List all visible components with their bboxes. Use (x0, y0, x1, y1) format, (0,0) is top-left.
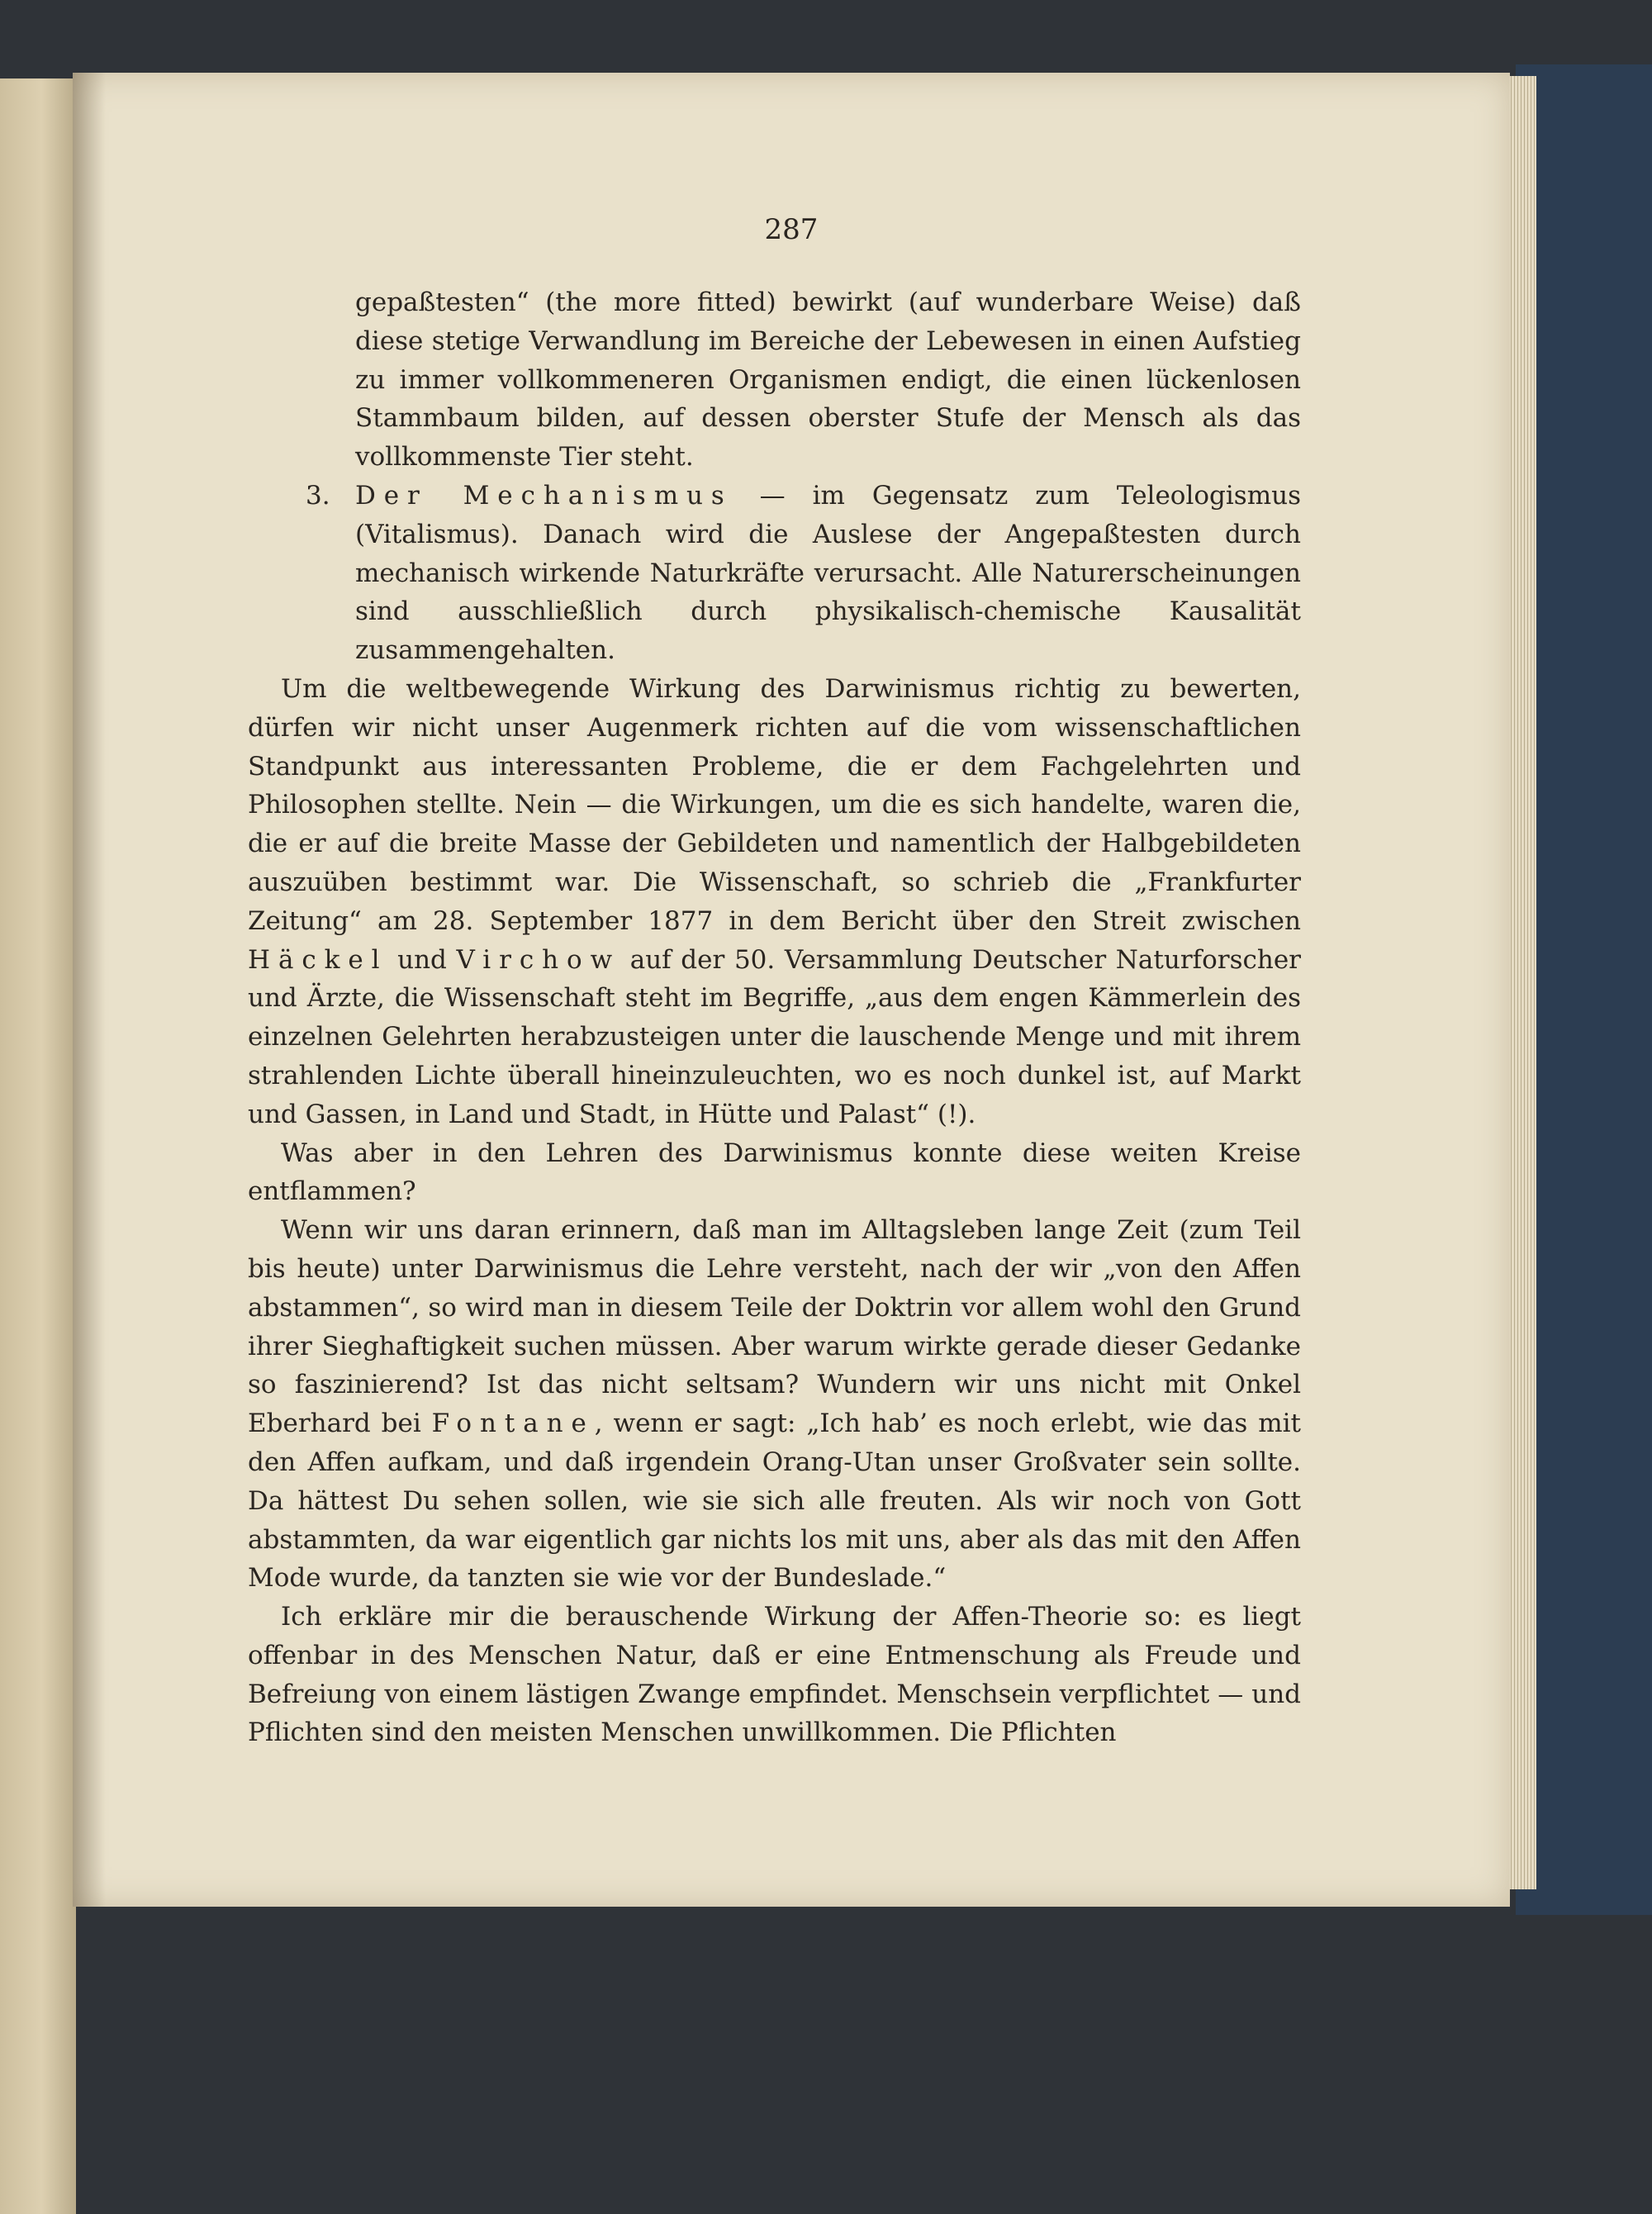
spaced-name-haeckel: Häckel (248, 944, 388, 975)
spaced-name-fontane: Fontane (431, 1409, 595, 1439)
paragraph-text: und (387, 944, 457, 975)
paragraph-text: Wenn wir uns daran erinnern, daß man im Alltagsleben lange Zeit (zum Teil bis heute) unter Darwinismus die Lehre versteht, nach der wir „von den Affen abstammen“, so wird man in diesem Teile der Doktrin vor allem wohl den Grund ihrer Sieghaftigkeit suchen müssen. Aber warum wirkte gerade dieser Gedanke so faszinierend? Ist das nicht seltsam? Wundern wir uns nicht mit Onkel Eberhard bei (248, 1215, 1301, 1439)
paragraph-text: , wenn er sagt: „Ich hab’ es noch erlebt, wie das mit den Affen aufkam, und daß irgendein Orang-Utan unser Großvater sein sollte. Da hättest Du sehen sollen, wie sie sich alle freuten. Als wir noch von Gott abstammten, da war eigentlich gar nichts los mit uns, aber als das mit den Affen Mode wurde, da tanzten sie wie vor der Bundeslade.“ (248, 1409, 1301, 1594)
paragraph-question: Was aber in den Lehren des Darwinismus konnte diese weiten Kreise entflammen? (248, 1138, 1301, 1207)
list-item-3 (248, 477, 1301, 670)
page-number: 287 (764, 213, 819, 246)
book-page (73, 73, 1510, 1907)
page-gutter-shadow (73, 73, 106, 1907)
previous-page-edge (0, 78, 76, 2214)
paragraph-text: auf der 50. Versammlung Deutscher Naturforscher und Ärzte, die Wissenschaft steht im Begriffe, „aus dem engen Kämmerlein des einzelnen Gelehrten herabzusteigen unter die lauschende Menge und mit ihrem strahlenden Lichte überall hineinzuleuchten, wo es noch dunkel ist, auf Markt und Gassen, in Land und Stadt, in Hütte und Palast“ (!). (248, 944, 1301, 1129)
body-text (248, 283, 1301, 1752)
paragraph-affen-theorie: Ich erkläre mir die berauschende Wirkung der Affen-Theorie so: es liegt offenbar in des Menschen Natur, daß er eine Entmenschung als Freude und Befreiung von einem lästigen Zwange empfindet. Menschsein verpflichtet — und Pflichten sind den meisten Menschen unwillkommen. Die Pflichten (248, 1602, 1301, 1748)
list-item-number: 3. (306, 480, 330, 511)
spaced-term: Der Mechanismus (355, 480, 733, 511)
list-item-text: — im Gegensatz zum Teleologismus (Vitalismus). Danach wird die Auslese der Angepaßtesten durch mechanisch wirkende Naturkräfte verursacht. Alle Naturerscheinungen sind ausschließlich durch physikalisch-chemische Kausalität zusammengehalten. (355, 480, 1301, 666)
paragraph-affen (248, 1211, 1301, 1598)
paragraph-text: Um die weltbewegende Wirkung des Darwinismus richtig zu bewerten, dürfen wir nicht unser Augenmerk richten auf die vom wissenschaftlichen Standpunkt aus interessanten Probleme, die er dem Fachgelehrten und Philosophen stellte. Nein — die Wirkungen, um die es sich handelte, waren die, die er auf die breite Masse der Gebildeten und namentlich der Halbgebildeten auszuüben bestimmt war. Die Wissenschaft, so schrieb die „Frankfurter Zeitung“ am 28. September 1877 in dem Bericht über den Streit zwischen (248, 673, 1301, 936)
continued-list-item: gepaßtesten“ (the more fitted) bewirkt (auf wunderbare Weise) daß diese stetige Verwandlung im Bereiche der Lebewesen in einen Aufstieg zu immer vollkommeneren Organismen endigt, die einen lückenlosen Stammbaum bilden, auf dessen oberster Stufe der Mensch als das vollkommenste Tier steht. (355, 287, 1301, 473)
spaced-name-virchow: Virchow (456, 944, 621, 975)
paragraph-darwinism-effect (248, 670, 1301, 1134)
